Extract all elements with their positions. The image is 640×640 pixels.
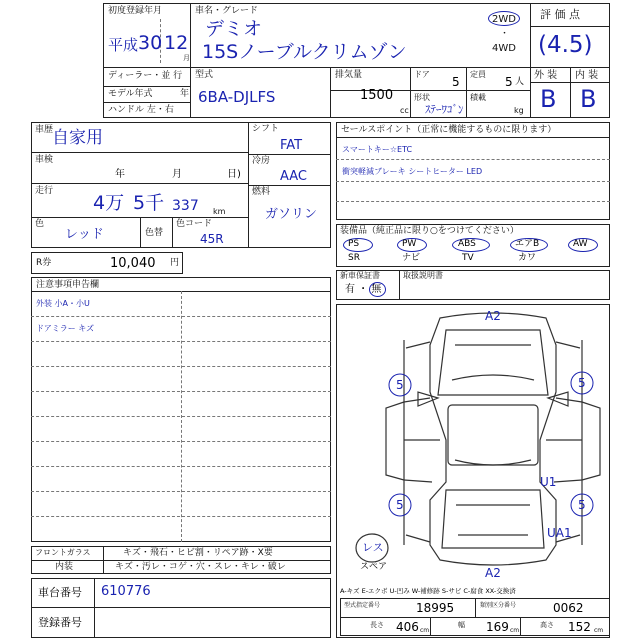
manual-label: 取扱説明書: [403, 271, 443, 280]
type-label: 型式: [195, 70, 214, 80]
ac-label: 冷房: [252, 156, 271, 166]
warranty-label: 新車保証書: [340, 271, 380, 280]
mileage-man: 4万: [93, 192, 125, 214]
warranty-value: 有 ・ 無: [345, 284, 382, 295]
color-label: 色: [35, 219, 45, 229]
km-unit: km: [213, 207, 226, 216]
front-glass-label: フロントガラス: [35, 548, 91, 557]
spare-label: スペア: [360, 562, 388, 572]
interior-condition-desc: キズ・汚レ・コゲ・穴・スレ・キレ・破レ: [115, 562, 286, 572]
displacement-value: 1500: [360, 88, 394, 103]
drive-4wd: 4WD: [492, 43, 516, 54]
cert-value: 18995: [416, 601, 455, 615]
equip-sr: SR: [348, 253, 360, 263]
equip-airbag: エアB: [515, 239, 540, 249]
interior-grade: B: [580, 85, 597, 113]
interior-condition-label: 内装: [55, 562, 74, 572]
equipment-label: 装備品（純正品に限り○をつけてください）: [340, 226, 519, 236]
chassis-label: 車台番号: [38, 586, 82, 599]
notes-label: 注意事項申告欄: [36, 280, 100, 290]
model-year-unit: 年: [180, 89, 190, 99]
tire-front-left: 5: [396, 378, 404, 392]
fuel-label: 燃料: [252, 187, 271, 197]
front-glass-desc: キズ・飛石・ヒビ割・リペア跡・X要: [123, 548, 273, 558]
shape-label: 形状: [414, 93, 430, 102]
height-value: 152: [568, 620, 591, 634]
exterior-grade-label: 外 装: [534, 70, 558, 81]
exterior-grade: B: [540, 85, 557, 113]
damage-u1: U1: [540, 475, 557, 489]
color-code-label: 色コード: [176, 219, 213, 229]
recycle-unit: 円: [170, 258, 180, 268]
first-reg-label: 初度登録年月: [108, 6, 163, 16]
equip-abs: ABS: [458, 239, 476, 249]
score-value: (4.5): [538, 32, 593, 58]
length-label: 長さ: [370, 621, 384, 629]
damage-a2-front: A2: [485, 309, 501, 323]
month-unit: 月: [183, 54, 190, 62]
recycle-amount: 10,040: [110, 256, 156, 271]
equip-navi: ナビ: [402, 253, 421, 263]
fuel-value: ガソリン: [265, 207, 318, 222]
displacement-label: 排気量: [335, 70, 363, 80]
car-name: デミオ: [205, 18, 263, 40]
capacity-unit: 人: [515, 77, 525, 87]
color-code-value: 45R: [200, 232, 224, 246]
tire-rear-left: 5: [396, 498, 404, 512]
color-value: レッド: [65, 227, 104, 242]
recycle-label: R券: [36, 258, 52, 268]
chassis-value: 610776: [101, 584, 151, 599]
repaint-label: 色替: [145, 228, 164, 238]
cert-label: 型式指定番号: [344, 602, 381, 609]
model-year-label: モデル年式: [108, 89, 153, 99]
sales-line-1: スマートキー☆ETC: [342, 145, 413, 154]
type-value: 6BA-DJLFS: [198, 88, 276, 106]
capacity-value: 5: [505, 75, 513, 89]
sales-label: セールスポイント（正常に機能するものに限ります）: [341, 125, 557, 135]
cc-unit: cc: [400, 106, 409, 115]
doors-label: ドア: [414, 70, 430, 79]
car-grade: 15Sノーブルクリムゾン: [202, 41, 407, 63]
interior-grade-label: 内 装: [575, 70, 599, 81]
damage-a2-rear: A2: [485, 566, 501, 580]
score-label: 評 価 点: [540, 8, 580, 21]
inspection-day-unit: 日): [227, 169, 241, 180]
dealer-label: ディーラー・並 行: [108, 71, 183, 81]
kg-unit: kg: [514, 106, 524, 115]
car-name-label: 車名・グレード: [195, 6, 259, 16]
loading-label: 積載: [470, 93, 486, 102]
usage-value: 自家用: [52, 128, 103, 148]
shift-label: シフト: [252, 124, 280, 134]
notes-line-2: ドアミラー キズ: [36, 324, 95, 333]
drive-dot: ・: [500, 29, 510, 39]
length-value: 406: [396, 620, 419, 634]
doors-value: 5: [452, 75, 460, 89]
mileage-sen: 5千: [133, 192, 165, 214]
registration-label: 登録番号: [38, 616, 82, 629]
spare-note: レス: [362, 541, 384, 554]
handle-label: ハンドル 左・右: [108, 105, 174, 115]
capacity-label: 定員: [470, 70, 486, 79]
damage-ua1: UA1: [547, 526, 572, 540]
damage-legend: A-キズ E-エクボ U-凹み W-補修跡 S-サビ C-腐食 XX-交換済: [340, 587, 516, 595]
ac-value: AAC: [280, 169, 307, 184]
usage-label: 車歴: [35, 125, 54, 135]
length-unit: cm: [420, 627, 430, 634]
height-label: 高さ: [540, 621, 554, 629]
notes-line-1: 外装 小A・小U: [36, 299, 90, 308]
width-unit: cm: [510, 627, 520, 634]
equip-aw: AW: [573, 239, 588, 249]
inspection-label: 車検: [35, 155, 54, 165]
mileage-label: 走行: [35, 186, 54, 196]
tire-rear-right: 5: [578, 498, 586, 512]
reg-year: 30: [138, 32, 163, 54]
shape-value: ｽﾃｰﾜｺﾞﾝ: [425, 103, 464, 116]
equip-pw: PW: [402, 239, 417, 249]
inspection-month-unit: 月: [172, 169, 182, 180]
era: 平成: [108, 36, 139, 54]
equip-ps: PS: [348, 239, 360, 249]
width-value: 169: [486, 620, 509, 634]
drive-2wd: 2WD: [492, 14, 516, 25]
equip-leather: カワ: [518, 253, 537, 263]
inspection-year-unit: 年: [115, 169, 125, 180]
sales-line-2: 衝突軽減ブレーキ シートヒーター LED: [342, 167, 483, 176]
class-label: 類別区分番号: [480, 602, 517, 609]
class-value: 0062: [553, 601, 584, 615]
height-unit: cm: [594, 627, 604, 634]
tire-front-right: 5: [578, 376, 586, 390]
shift-value: FAT: [280, 138, 303, 153]
width-label: 幅: [458, 621, 465, 629]
reg-month: 12: [164, 32, 189, 54]
equip-tv: TV: [462, 253, 474, 263]
mileage-rest: 337: [172, 198, 199, 214]
